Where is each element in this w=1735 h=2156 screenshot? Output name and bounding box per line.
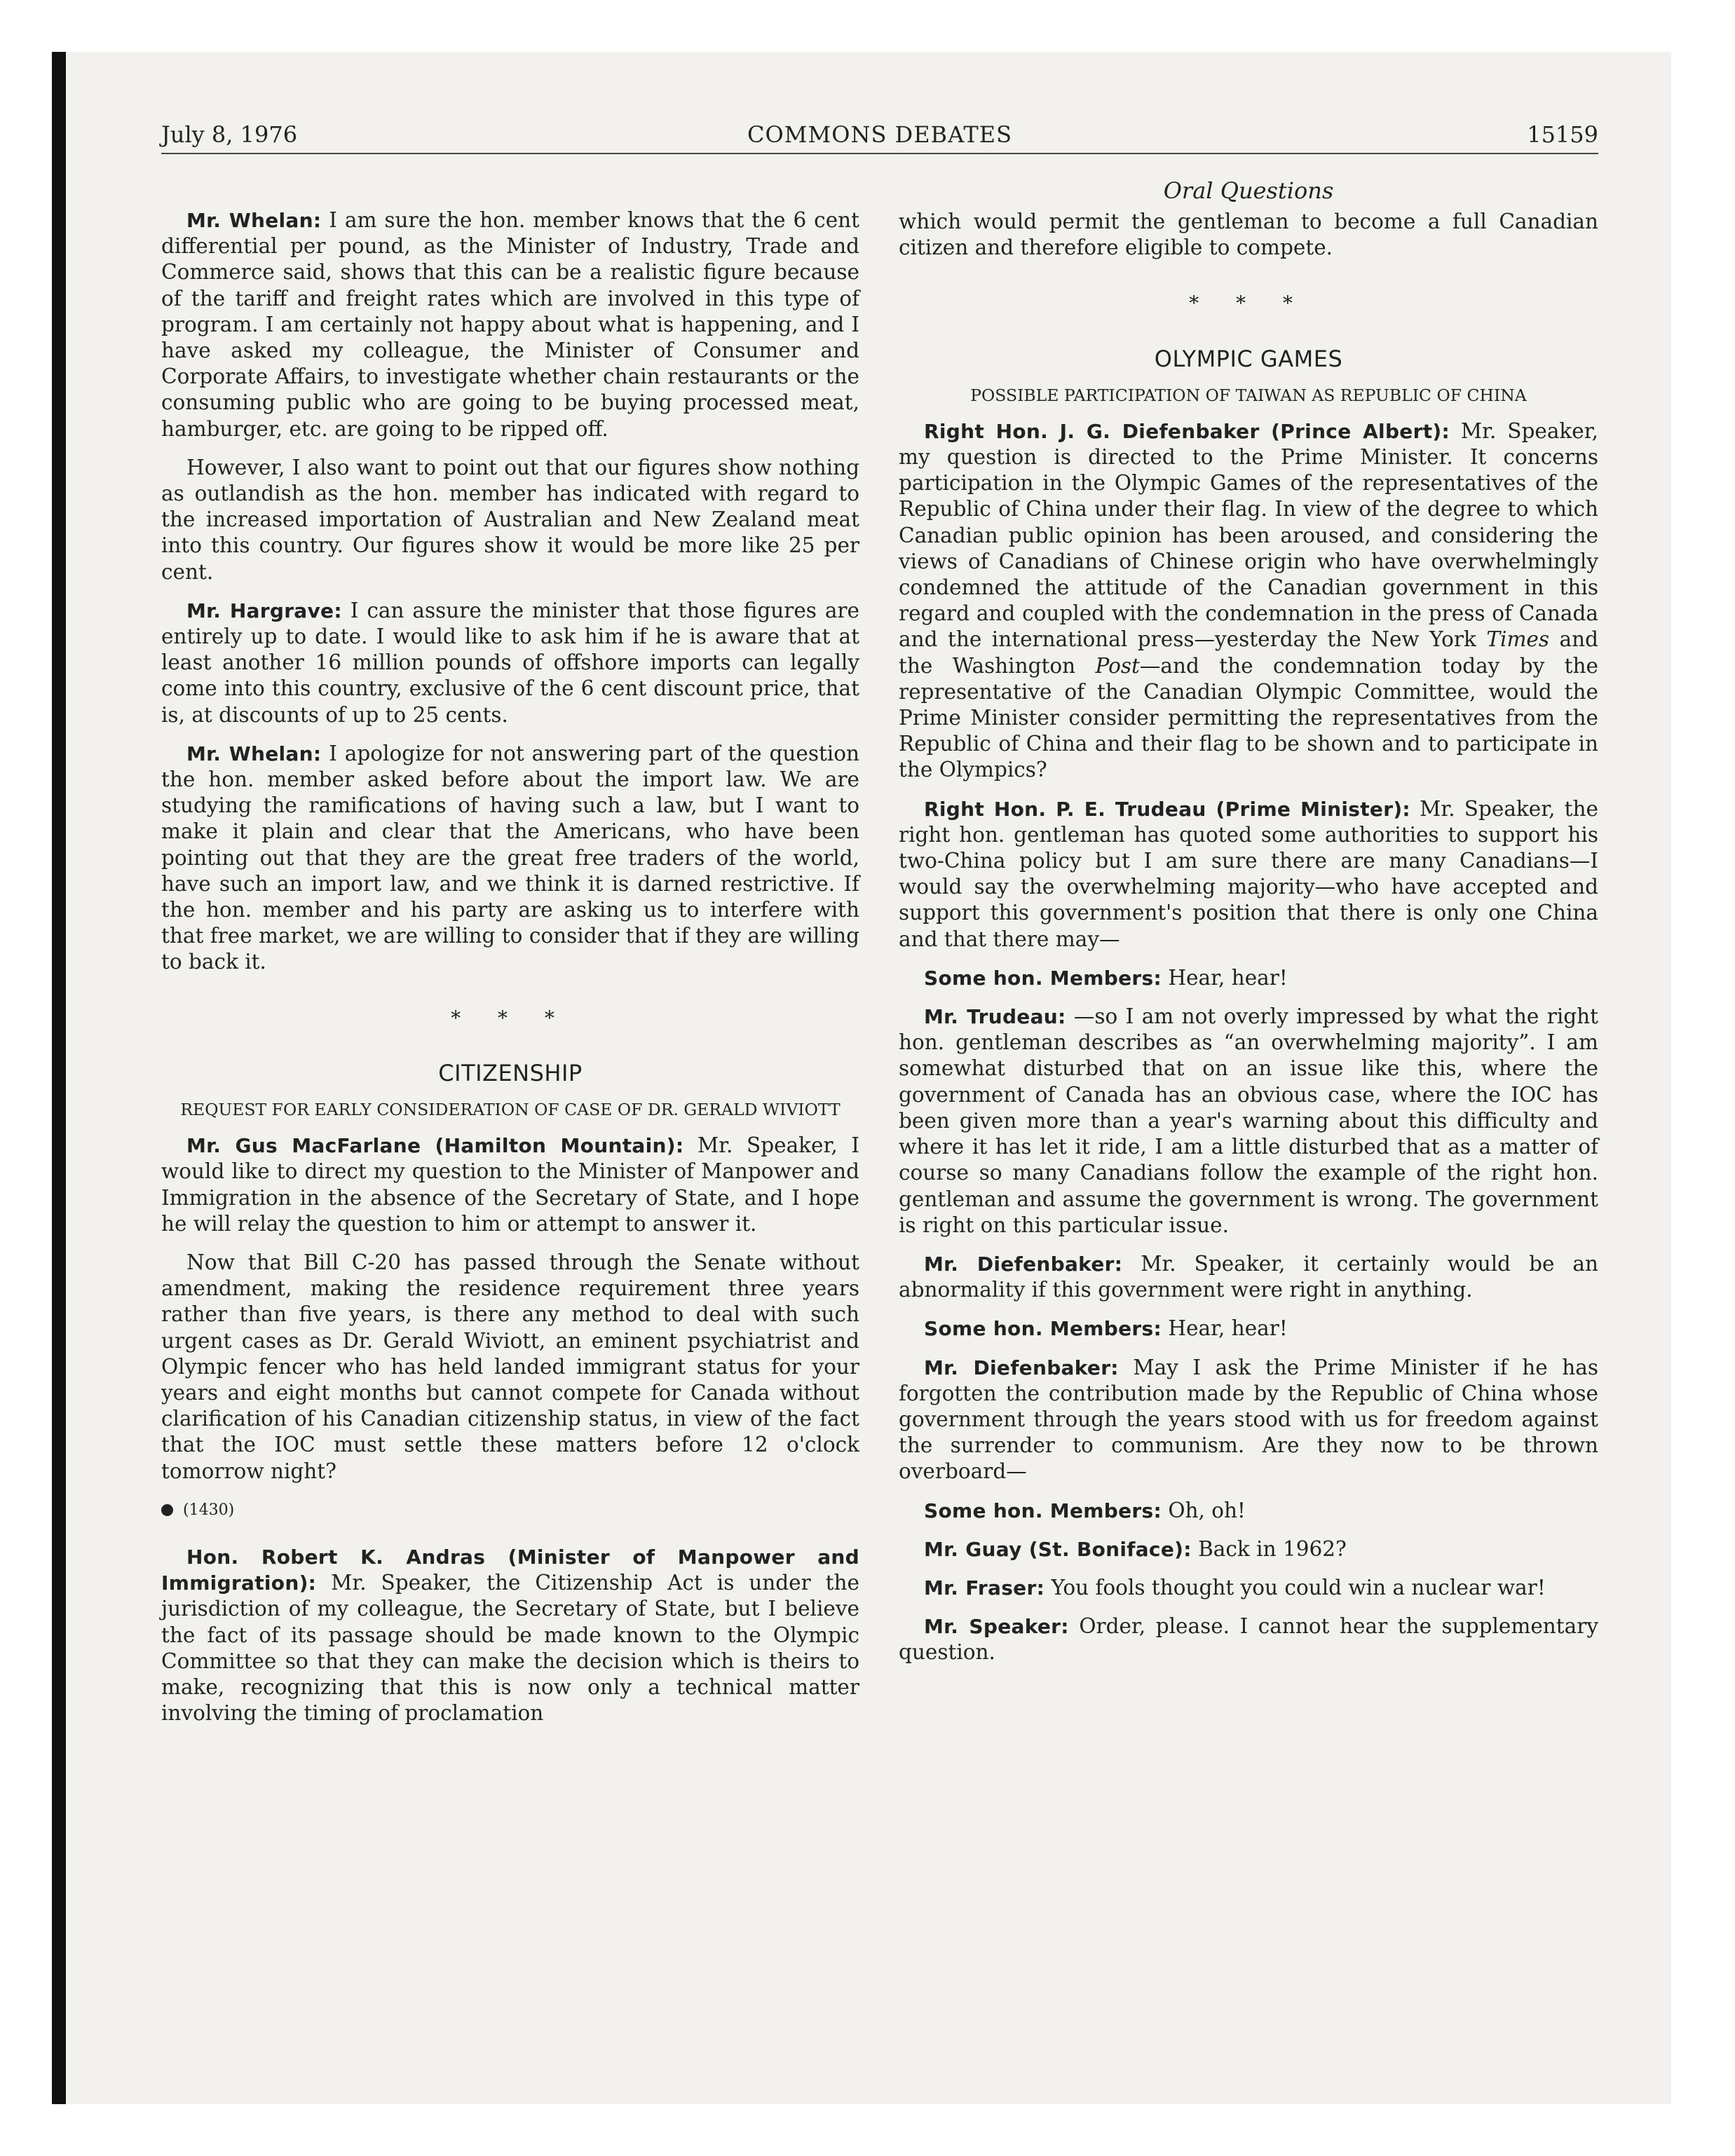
newspaper-title: Times	[1486, 627, 1550, 652]
paragraph-text: Mr. Speaker, my question is directed to the Prime Minister. It concerns participation in the Olympic Games of the representatives of the Republic of China under their flag. In view of the degree to which Canadian public opinion has been aroused, and considering the views of Canadians of Chinese origin who have overwhelmingly condemned the attitude of the Canadian government in this regard and coupled with the condemnation in the press of Canada and the international press—yesterday the New York	[899, 418, 1598, 652]
speaker-name: Some hon. Members:	[924, 1317, 1162, 1341]
speaker-name: Mr. Fraser:	[924, 1576, 1045, 1599]
paragraph-text: —so I am not overly impressed by what the right hon. gentleman describes as “an overwhelming majority”. I am somewhat disturbed that on an issue like this, where the government of Canada has an obvious case, where the IOC has been given more than a year's warning about this difficulty and where it has let it ride, I am a little disturbed that as a matter of course so many Canadians follow the example of the right hon. gentleman and assume the government is wrong. The government is right on this particular issue.	[899, 1004, 1598, 1237]
paragraph	[161, 1133, 859, 1237]
paragraph-text: Oh, oh!	[1161, 1498, 1246, 1522]
speaker-name: Mr. Trudeau:	[924, 1005, 1066, 1029]
speaker-name: Mr. Guay (St. Boniface):	[924, 1537, 1192, 1561]
paragraph-text: Back in 1962?	[1191, 1536, 1347, 1561]
paragraph: Now that Bill C-20 has passed through the Senate without amendment, making the residence requirement three years rather than five years, is there any method to deal with such urgent cases as Dr. Gerald Wiviott, an eminent psychiatrist and Olympic fencer who has held landed immigrant status for your years and eight months but cannot compete for Canada without clarification of his Canadian citizenship status, in view of the fact that the IOC must settle these matters before 12 o'clock tomorrow night?	[161, 1250, 859, 1483]
paragraph-text: Mr. Speaker, the Citizenship Act is under the jurisdiction of my colleague, the Secretary of State, but I believe the fact of its passage should be made known to the Olympic Committee so that they can make the decision which is theirs to make, recognizing that this is now only a technical matter involving the timing of proclamation	[161, 1571, 859, 1726]
paragraph	[899, 1498, 1598, 1524]
section-separator: * * *	[451, 1006, 570, 1030]
paragraph	[899, 1316, 1598, 1342]
newspaper-title: Post	[1095, 653, 1140, 678]
paragraph	[161, 741, 859, 976]
paragraph	[899, 796, 1598, 953]
paragraph-text: Mr. Speaker, I would like to direct my question to the Minister of Manpower and Immigration in the absence of the Secretary of State, and I hope he will relay the question to him or attempt to answer it.	[161, 1133, 859, 1236]
paragraph-text: I apologize for not answering part of the question the hon. member asked before about the import law. We are studying the ramifications of having such a law, but I want to make it plain and clear that the Americans, who have been pointing out that they are the great free traders of the world, have such an import law, and we think it is darned restrictive. If the hon. member and his party are asking us to interfere with that free market, we are willing to consider that if they are willing to back it.	[161, 741, 860, 974]
speaker-name: Some hon. Members:	[924, 966, 1162, 990]
right-column	[899, 177, 1599, 1679]
paragraph	[899, 1613, 1598, 1665]
timestamp-text: (1430)	[183, 1501, 235, 1519]
paragraph-text: Mr. Speaker, it certainly would be an abnormality if this government were right in anything.	[899, 1251, 1598, 1302]
journal-title: COMMONS DEBATES	[747, 121, 1013, 148]
timestamp	[161, 1497, 859, 1523]
scan-edge	[52, 52, 66, 2104]
speaker-name: Right Hon. J. G. Diefenbaker (Prince Albert):	[924, 419, 1450, 443]
paragraph-text: I can assure the minister that those figures are entirely up to date. I would like to ask him if he is aware that at least another 16 million pounds of offshore imports can legally come into this country, exclusive of the 6 cent discount price, that is, at discounts of up to 25 cents.	[161, 598, 859, 727]
paragraph	[899, 1575, 1598, 1601]
paragraph-text: Hear, hear!	[1161, 1316, 1288, 1341]
paragraph-text: Hear, hear!	[1161, 965, 1288, 990]
section-label: Oral Questions	[1163, 177, 1334, 204]
paragraph-text: Order, please. I cannot hear the supplementary question.	[899, 1614, 1598, 1665]
speaker-name: Mr. Whelan:	[186, 742, 322, 765]
paragraph	[899, 1251, 1598, 1303]
paragraph-text: May I ask the Prime Minister if he has forgotten the contribution made by the Republic of China whose government through the years stood with us for freedom against the surrender to communism. Are they now to be thrown overboard—	[899, 1355, 1599, 1484]
paragraph-text: I am sure the hon. member knows that the 6 cent differential per pound, as the Minister of Industry, Trade and Commerce said, shows that this can be a realistic figure because of the tariff and freight rates which are involved in this type of program. I am certainly not happy about what is happening, and I have asked my colleague, the Minister of Consumer and Corporate Affairs, to investigate whether chain restaurants or the consuming public who are going to be buying processed meat, hamburger, etc. are going to be ripped off.	[161, 208, 860, 441]
section-subheading: POSSIBLE PARTICIPATION OF TAIWAN AS REPUBLIC OF CHINA	[970, 385, 1527, 405]
speaker-name: Mr. Whelan:	[186, 209, 322, 232]
paragraph	[899, 965, 1598, 991]
speaker-name: Mr. Gus MacFarlane (Hamilton Mountain):	[186, 1134, 684, 1158]
paragraph	[899, 1004, 1598, 1239]
speaker-name: Mr. Diefenbaker:	[924, 1356, 1119, 1379]
speaker-name: Some hon. Members:	[924, 1499, 1162, 1522]
paragraph	[161, 1544, 859, 1726]
paragraph-text: —and the condemnation today by the representative of the Canadian Olympic Committee, would the Prime Minister consider permitting the representatives from the Republic of China and their flag to be shown and to participate in the Olympics?	[899, 653, 1598, 782]
speaker-name: Mr. Speaker:	[924, 1615, 1069, 1639]
paragraph-text: and the Washington	[899, 627, 1598, 678]
section-heading: CITIZENSHIP	[438, 1059, 583, 1086]
section-subheading: REQUEST FOR EARLY CONSIDERATION OF CASE OF DR. GERALD WIVIOTT	[180, 1100, 841, 1120]
section-separator: * * *	[1189, 292, 1308, 315]
paragraph	[899, 418, 1598, 784]
paragraph-text: Mr. Speaker, the right hon. gentleman has quoted some authorities to support his two-China policy but I am sure there are many Canadians—I would say the overwhelming majority—who have accepted and support this government's position that there is only one China and that there may—	[899, 796, 1598, 951]
speaker-name: Hon. Robert K. Andras (Minister of Manpower and Immigration):	[161, 1545, 859, 1595]
paragraph: However, I also want to point out that our figures show nothing as outlandish as the hon. member has indicated with regard to the increased importation of Australian and New Zealand meat into this country. Our figures show it would be more like 25 per cent.	[161, 455, 859, 584]
paragraph-text: You fools thought you could win a nuclear war!	[1045, 1575, 1546, 1599]
paragraph	[899, 1355, 1598, 1485]
paragraph	[161, 207, 859, 442]
speaker-name: Mr. Diefenbaker:	[924, 1252, 1123, 1276]
bullet-icon	[161, 1504, 173, 1516]
speaker-name: Right Hon. P. E. Trudeau (Prime Minister):	[924, 797, 1410, 821]
paragraph	[899, 1536, 1598, 1562]
running-head	[161, 121, 1598, 154]
left-column	[161, 207, 859, 1739]
page-date: July 8, 1976	[161, 121, 298, 148]
page-number: 15159	[1527, 121, 1598, 148]
speaker-name: Mr. Hargrave:	[186, 599, 342, 622]
paragraph: which would permit the gentleman to become a full Canadian citizen and therefore eligible to compete.	[899, 210, 1598, 260]
section-heading: OLYMPIC GAMES	[1154, 345, 1343, 372]
paragraph	[161, 598, 859, 728]
